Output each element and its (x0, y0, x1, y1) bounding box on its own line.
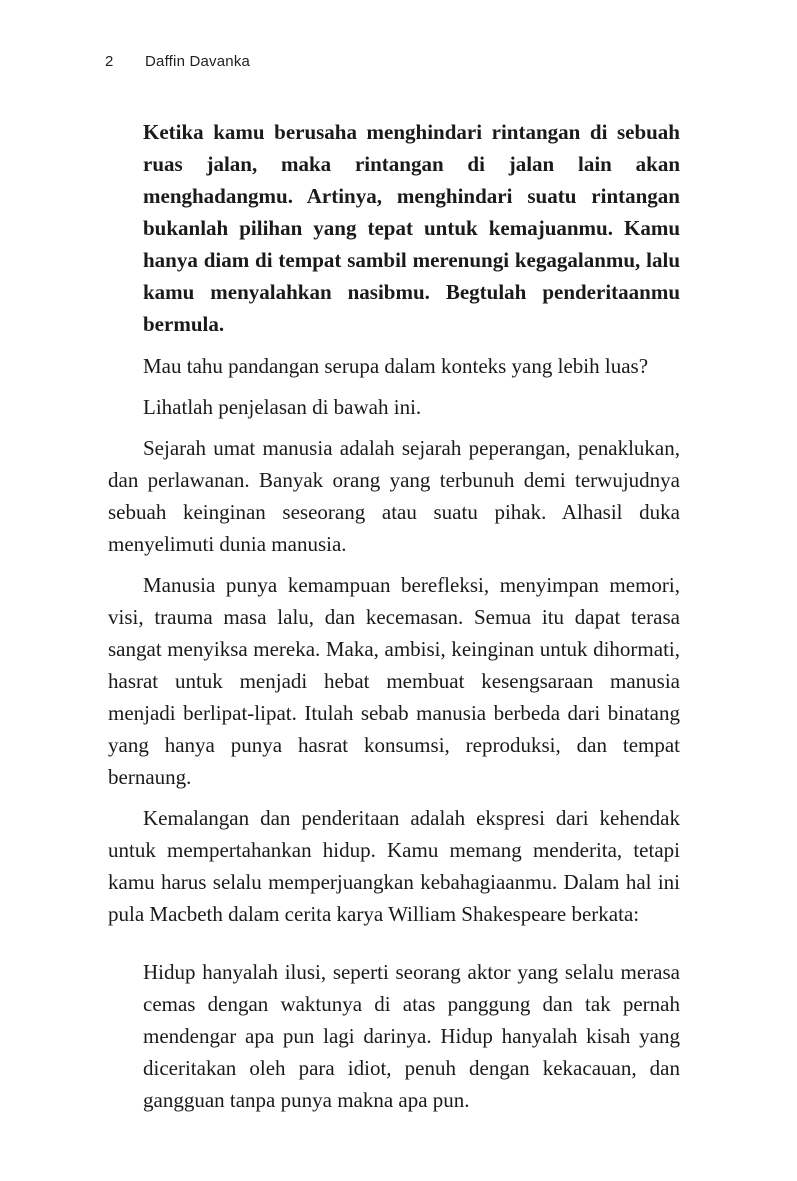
paragraph-1: Mau tahu pandangan serupa dalam konteks yang lebih luas? (143, 354, 649, 378)
bold-intro-paragraph: Ketika kamu berusaha menghindari rintangan di sebuah ruas jalan, maka rintangan di jalan lain akan menghadangmu. Artinya, menghindari suatu rintangan bukanlah pilihan yang tepat untuk kemajuanmu. Kamu hanya diam di tempat sambil merenungi kegagalanmu, lalu kamu menyalahkan nasibmu. Begtulah penderitaanmu bermula. (143, 120, 680, 336)
page-number: 2 (105, 53, 114, 70)
running-header (105, 53, 250, 70)
paragraph-3: Sejarah umat manusia adalah sejarah peperangan, penaklukan, dan perlawanan. Banyak orang yang terbunuh demi terwujudnya sebuah keinginan seseorang atau suatu pihak. Alhasil duka menyelimuti dunia manusia. (108, 436, 680, 556)
author-name: Daffin Davanka (145, 53, 251, 70)
page-content (108, 116, 680, 1116)
paragraph-2: Lihatlah penjelasan di bawah ini. (143, 395, 422, 419)
paragraph-5: Kemalangan dan penderitaan adalah ekspresi dari kehendak untuk mempertahankan hidup. Kamu memang menderita, tetapi kamu harus selalu memperjuangkan kebahagiaanmu. Dalam hal ini pula Macbeth dalam cerita karya William Shakespeare berkata: (108, 806, 680, 926)
paragraph-4: Manusia punya kemampuan berefleksi, menyimpan memori, visi, trauma masa lalu, dan kecemasan. Semua itu dapat terasa sangat menyiksa mereka. Maka, ambisi, keinginan untuk dihormati, hasrat untuk menjadi hebat membuat kesengsaraan manusia menjadi berlipat-lipat. Itulah sebab manusia berbeda dari binatang yang hanya punya hasrat konsumsi, reproduksi, dan tempat bernaung. (108, 573, 680, 789)
block-quote: Hidup hanyalah ilusi, seperti seorang aktor yang selalu merasa cemas dengan waktunya di atas panggung dan tak pernah mendengar apa pun lagi darinya. Hidup hanyalah kisah yang diceritakan oleh para idiot, penuh dengan kekacauan, dan gangguan tanpa punya makna apa pun. (143, 960, 680, 1112)
